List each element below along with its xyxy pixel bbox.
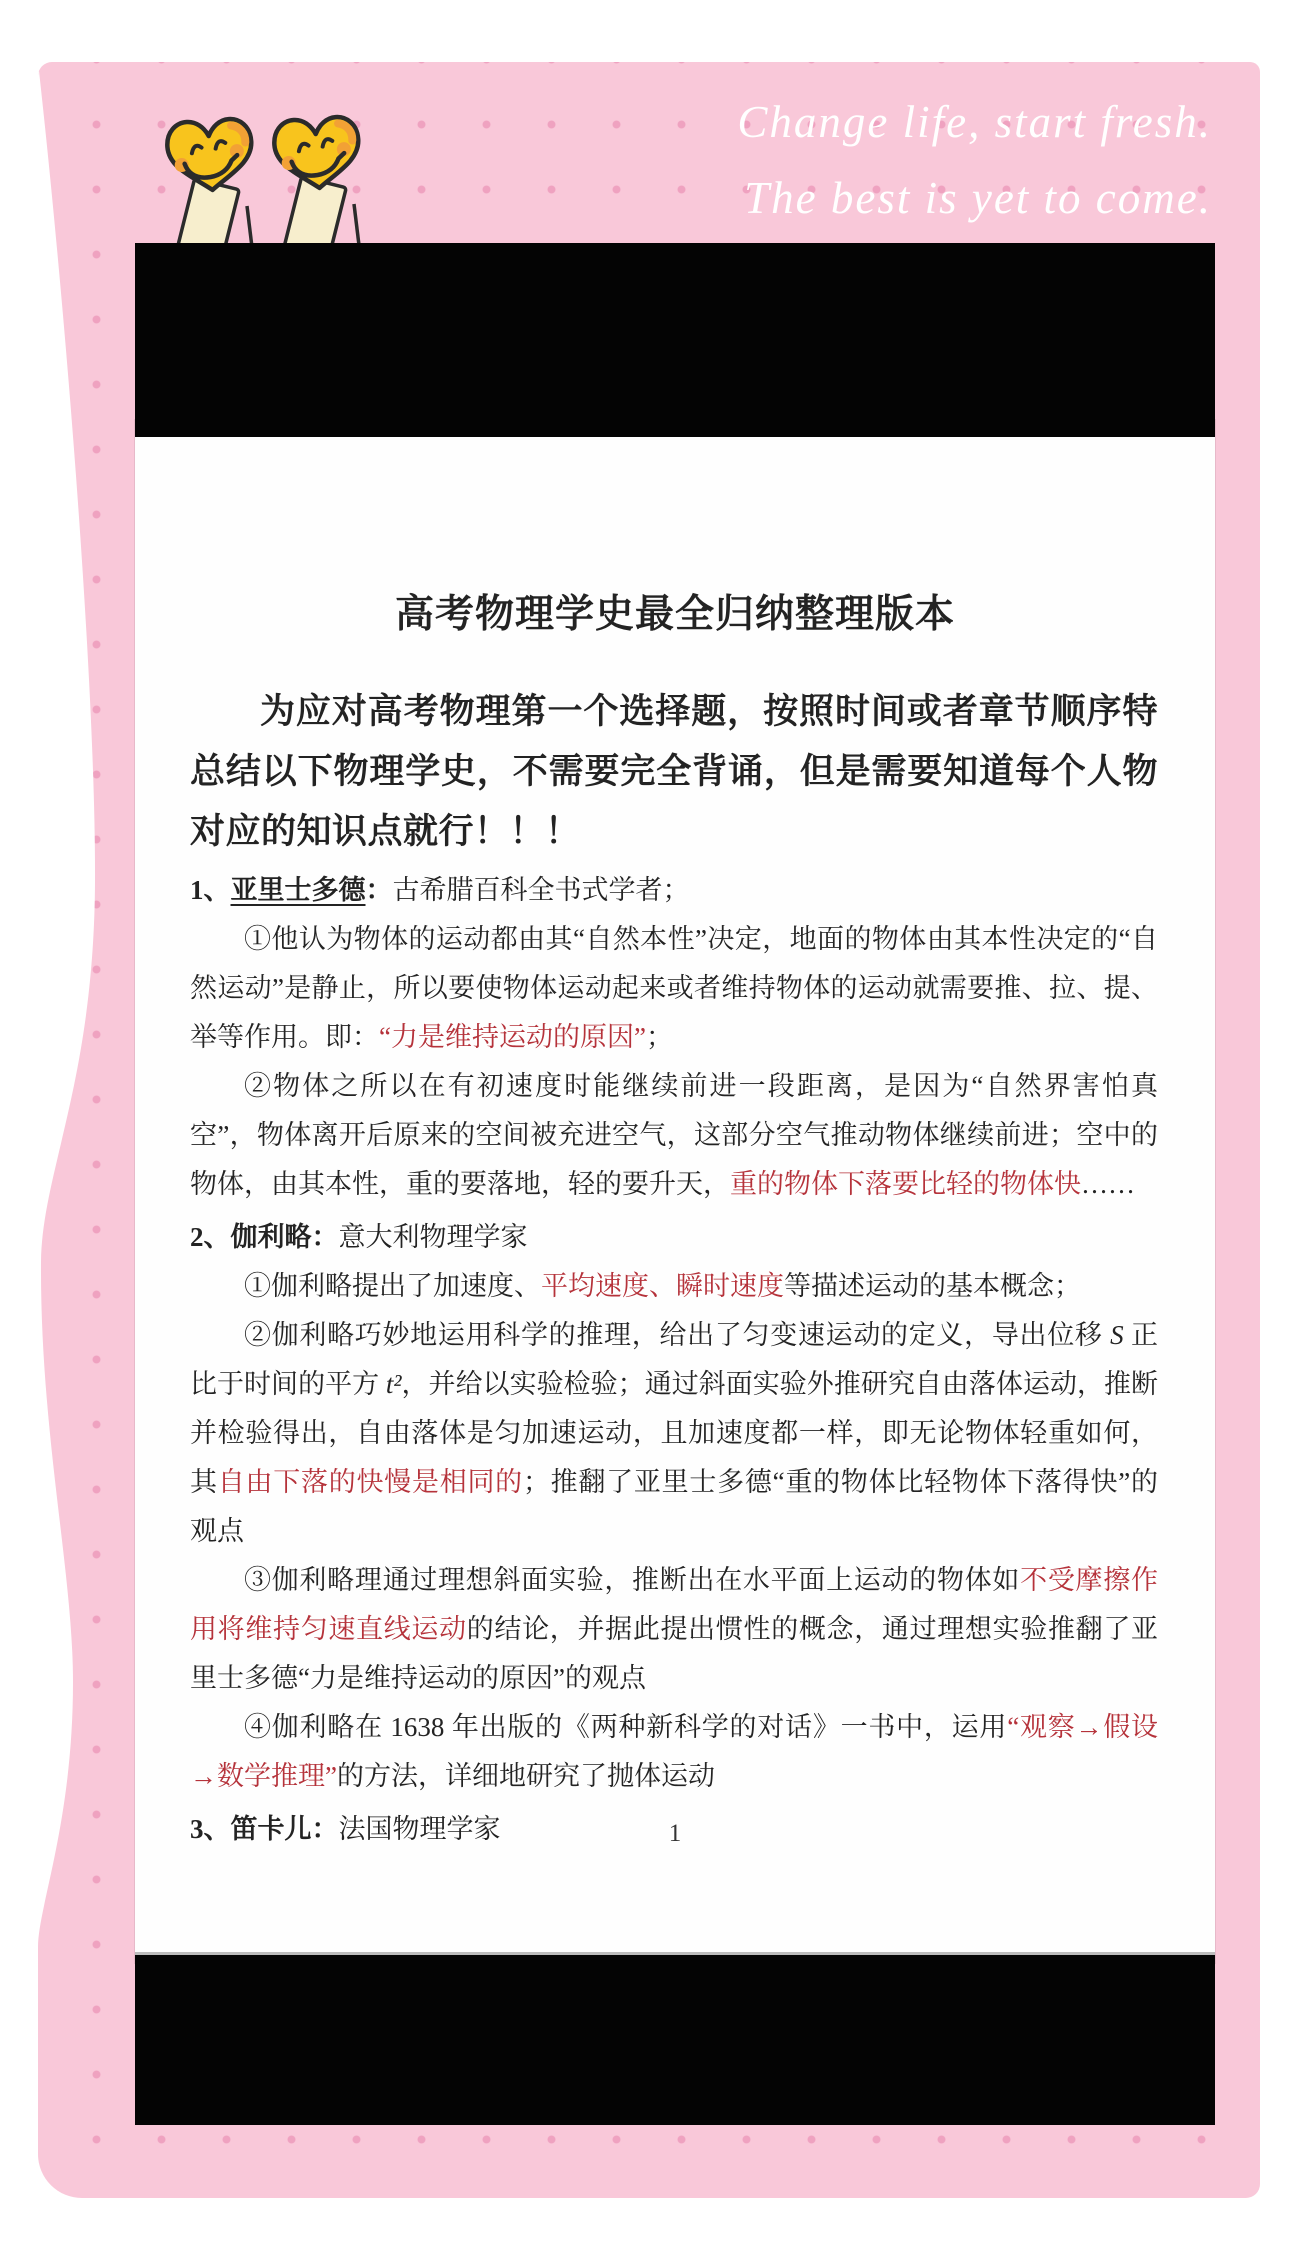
doc-paragraph — [190, 915, 1158, 1062]
doc-text: 3、 — [190, 1814, 231, 1844]
doc-text: 意大利物理学家 — [338, 1222, 528, 1252]
doc-text: 伽利略 — [230, 1222, 312, 1252]
doc-heading — [190, 866, 1158, 915]
highlight-red-text: 重的物体下落要比轻的物体快 — [730, 1169, 1081, 1199]
doc-text: ： — [311, 1814, 339, 1844]
highlight-red-text: 平均速度、瞬时速度 — [541, 1271, 784, 1301]
doc-text: ： — [311, 1222, 339, 1252]
redacted-bar-bottom — [135, 1955, 1215, 2125]
doc-text: 正比于时间的平方 — [190, 1320, 1159, 1399]
doc-text: ④伽利略在 1638 年出版的《两种新科学的对话》一书中，运用 — [244, 1712, 1008, 1742]
doc-text: ；推翻了亚里士多德“重的物体比轻物体下落得快”的观点 — [190, 1467, 1159, 1546]
highlight-red-text: 自由下落的快慢是相同的 — [217, 1467, 523, 1497]
doc-paragraph — [190, 1556, 1158, 1703]
doc-text: ： — [365, 875, 393, 905]
doc-text: 的方法，详细地研究了抛体运动 — [336, 1761, 715, 1791]
motto-line-1: Change life, start fresh. — [737, 97, 1212, 147]
doc-text: ； — [645, 1022, 673, 1052]
doc-text: 的结论，并据此提出惯性的概念，通过理想实验推翻了亚里士多德“力是维持运动的原因”的观点 — [190, 1614, 1158, 1693]
doc-text: ①伽利略提出了加速度、 — [244, 1271, 541, 1301]
highlight-red-text: “力是维持运动的原因” — [379, 1022, 646, 1052]
doc-text: 等描述运动的基本概念； — [784, 1271, 1081, 1301]
doc-text: ②伽利略巧妙地运用科学的推理，给出了匀变速运动的定义，导出位移 — [244, 1320, 1111, 1350]
highlight-red-text: “观察→假设→数学推理” — [190, 1712, 1159, 1791]
doc-text: ①他认为物体的运动都由其“自然本性”决定，地面的物体由其本性决定的“自然运动”是静止，所以要使物体运动起来或者维持物体的运动就需要推、拉、提、举等作用。即： — [190, 924, 1158, 1052]
doc-heading — [190, 1213, 1158, 1262]
page-number: 1 — [668, 1820, 682, 1847]
highlight-red-text: 不受摩擦作用将维持匀速直线运动 — [190, 1565, 1158, 1644]
doc-text: 古希腊百科全书式学者； — [392, 875, 690, 905]
doc-paragraph — [190, 1703, 1158, 1801]
doc-text: ②物体之所以在有初速度时能继续前进一段距离，是因为“自然界害怕真空”，物体离开后原来的空间被充进空气，这部分空气推动物体继续前进；空中的物体，由其本性，重的要落地，轻的要升天， — [190, 1071, 1158, 1199]
doc-text: 2、 — [190, 1222, 231, 1252]
doc-text: …… — [1081, 1169, 1135, 1199]
motto-line-2: The best is yet to come. — [744, 173, 1212, 223]
doc-paragraph — [190, 1062, 1158, 1209]
backdrop-curved-edge — [38, 62, 108, 2198]
document-page — [135, 420, 1215, 1963]
document-title: 高考物理学史最全归纳整理版本 — [394, 593, 955, 636]
doc-text: 1、 — [190, 875, 231, 905]
doc-text: 亚里士多德 — [230, 875, 366, 905]
doc-paragraph — [190, 682, 1158, 862]
doc-text: 法国物理学家 — [338, 1814, 501, 1844]
doc-text: t² — [385, 1369, 402, 1399]
doc-text: S — [1110, 1320, 1124, 1350]
doc-text: ③伽利略理通过理想斜面实验，推断出在水平面上运动的物体如 — [244, 1565, 1021, 1595]
motto-text — [737, 84, 1212, 236]
doc-text: ，并给以实验检验；通过斜面实验外推研究自由落体运动，推断并检验得出，自由落体是匀加速运动，且加速度都一样，即无论物体轻重如何，其 — [190, 1369, 1159, 1497]
doc-paragraph — [190, 1311, 1158, 1556]
redacted-bar-top — [135, 243, 1215, 437]
document-body — [190, 682, 1158, 1854]
doc-text: 为应对高考物理第一个选择题，按照时间或者章节顺序特总结以下物理学史，不需要完全背诵，但是需要知道每个人物对应的知识点就行！！！ — [190, 692, 1158, 851]
doc-text: 笛卡儿 — [230, 1814, 312, 1844]
doc-paragraph — [190, 1262, 1158, 1311]
